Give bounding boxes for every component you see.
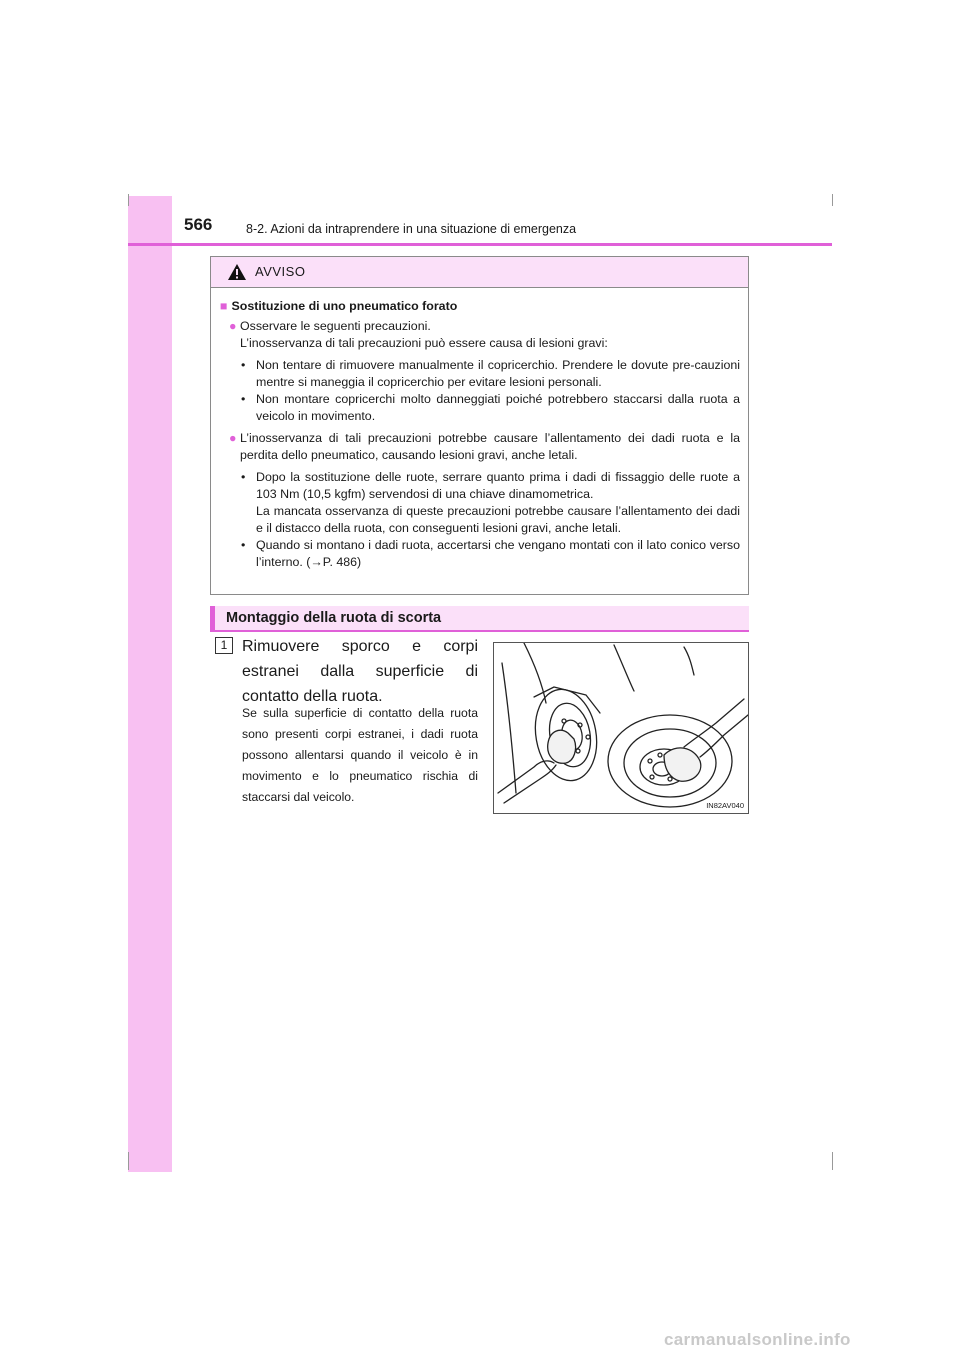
step-instruction: Rimuovere sporco e corpi estranei dalla superficie di contatto della ruota. — [242, 638, 478, 705]
section-title: 8-2. Azioni da intraprendere in una situazione di emergenza — [246, 222, 577, 236]
warning-box — [210, 256, 749, 595]
bullet-list — [220, 357, 740, 425]
section-heading — [210, 606, 749, 632]
wheel-cleaning-drawing — [494, 643, 749, 814]
warning-item — [220, 430, 740, 464]
list-item: • Non tentare di rimuovere manualmente il copricerchio. Prendere le dovute pre-cauzioni mentre si maneggia il copricerchio per evitare lesioni personali. — [241, 358, 740, 389]
crop-mark — [832, 1152, 833, 1170]
warning-body — [211, 288, 748, 571]
watermark: carmanualsonline.info — [664, 1330, 851, 1349]
heading-accent — [210, 606, 215, 630]
warning-item-lead: Osservare le seguenti precauzioni. — [240, 319, 431, 333]
circle-bullet-icon: ● — [229, 431, 237, 445]
list-item: • Dopo la sostituzione delle ruote, serrare quanto prima i dadi di fissaggio delle ruote a 103 Nm (10,5 kgfm) servendosi di una chiave dinamometrica. — [241, 470, 740, 501]
list-item: • Quando si montano i dadi ruota, accertarsi che vengano montati con il lato conico verso l’interno. (→P. 486) — [241, 538, 740, 569]
side-color-strip — [128, 196, 172, 1172]
step-note: Se sulla superficie di contatto della ruota sono presenti corpi estranei, i dadi ruota possono allentarsi quando il veicolo è in movimento e lo pneumatico rischia di staccarsi dal veicolo. — [242, 706, 478, 804]
illustration-code: IN82AV040 — [706, 801, 744, 810]
bullet-icon: • — [241, 392, 246, 406]
page-number: 566 — [184, 215, 213, 234]
crop-mark — [832, 194, 833, 206]
bullet-icon: • — [241, 470, 246, 484]
bullet-icon: • — [241, 358, 246, 372]
wheel-illustration — [493, 642, 749, 814]
bullet-icon: • — [241, 538, 246, 552]
warning-item-text: L’inosservanza di tali precauzioni potrebbe causare l’allentamento dei dadi ruota e la perdita dello pneumatico, causando lesioni gravi, anche letali. — [240, 431, 740, 462]
square-bullet-icon: ■ — [220, 299, 228, 313]
step-number: 1 — [215, 637, 233, 654]
crop-mark — [128, 194, 129, 206]
section-heading-text: Montaggio della ruota di scorta — [226, 610, 442, 626]
warning-triangle-icon — [227, 263, 247, 281]
list-item: • Non montare copricerchi molto danneggiati poiché potrebbero staccarsi dalla ruota a veicolo in movimento. — [241, 392, 740, 423]
list-item-continuation: La mancata osservanza di queste precauzioni potrebbe causare l’allentamento dei dadi e il distacco della ruota, con conseguenti lesioni gravi, anche letali. — [256, 504, 740, 535]
warning-heading: ■ Sostituzione di uno pneumatico forato — [220, 299, 458, 313]
warning-header — [211, 257, 748, 288]
warning-item — [220, 318, 740, 352]
warning-item-text: L’inosservanza di tali precauzioni può essere causa di lesioni gravi: — [240, 336, 608, 350]
bullet-list — [220, 469, 740, 571]
crop-mark — [128, 1152, 129, 1170]
circle-bullet-icon: ● — [229, 319, 237, 333]
warning-title: AVVISO — [255, 264, 306, 279]
header-rule — [128, 243, 832, 246]
